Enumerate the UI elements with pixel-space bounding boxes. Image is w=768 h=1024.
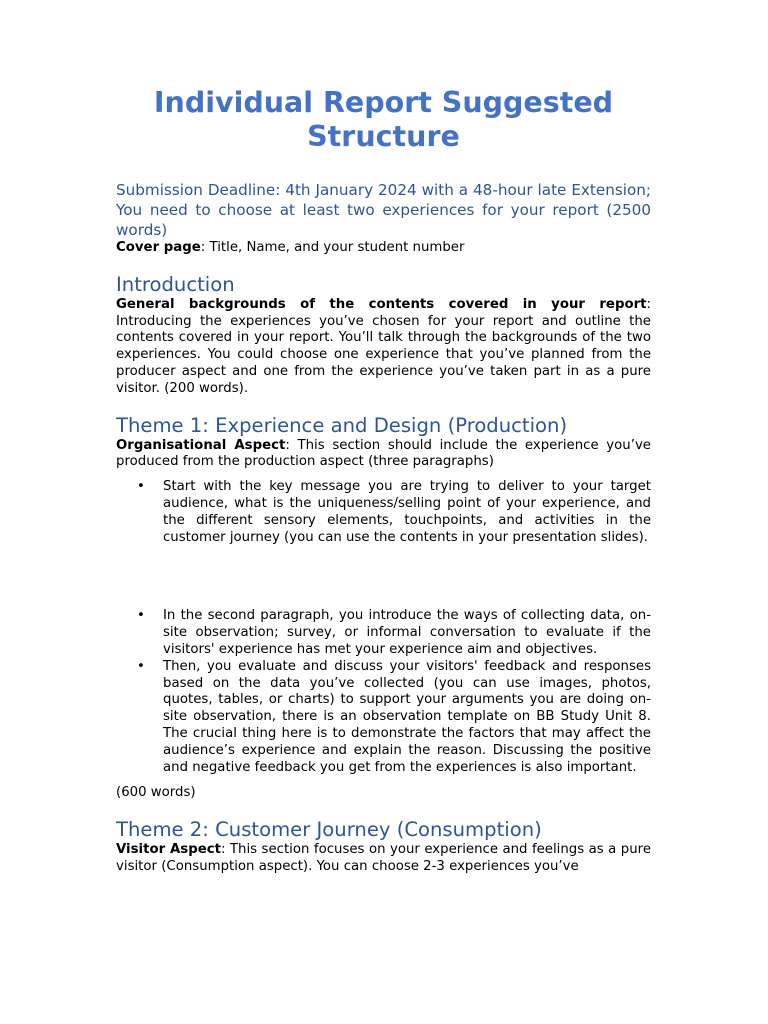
theme2-heading: Theme 2: Customer Journey (Consumption) — [116, 818, 542, 842]
introduction-text: : Introducing the experiences you’ve chosen for your report and outline the contents covered in your report. You’ll talk through the backgrounds of the two experiences. You could choose one experience that you’ve planned from the producer aspect and one from the experience you’ve taken part in as a pure visitor. (200 words). — [116, 296, 651, 396]
theme2-lead: Visitor Aspect — [116, 842, 221, 858]
theme2-paragraph — [116, 842, 651, 876]
theme2-text: : This section focuses on your experience and feelings as a pure visitor (Consumption aspect). You can choose 2-3 experiences you’ve — [116, 842, 651, 874]
introduction-heading: Introduction — [116, 272, 235, 296]
list-item — [116, 479, 651, 546]
cover-page-line — [116, 240, 651, 257]
bullet-icon: • — [137, 608, 145, 624]
theme1-bullet-list — [116, 479, 651, 776]
bullet-icon: • — [137, 658, 145, 674]
document-content — [116, 86, 651, 876]
cover-page-label: Cover page — [116, 240, 201, 255]
introduction-paragraph — [116, 297, 651, 398]
bullet-icon: • — [137, 479, 145, 495]
list-item — [116, 608, 651, 658]
list-item — [116, 659, 651, 777]
theme1-heading: Theme 1: Experience and Design (Production) — [116, 413, 568, 437]
theme1-word-count: (600 words) — [116, 785, 196, 801]
bullet-text: Then, you evaluate and discuss your visitors' feedback and responses based on the data you’ve collected (you can use images, photos, quotes, tables, or charts) to support your arguments you are doing on-site observation, there is an observation template on BB Study Unit 8. The crucial thing here is to demonstrate the factors that may affect the audience’s experience and explain the reason. Discussing the positive and negative feedback you get from the experiences is also important. — [163, 658, 651, 775]
theme1-lead: Organisational Aspect — [116, 437, 286, 453]
theme1-text: : This section should include the experience you’ve produced from the production aspect (three paragraphs) — [116, 437, 651, 470]
document-title: Individual Report Suggested Structure — [153, 86, 614, 153]
theme1-paragraph — [116, 438, 651, 472]
introduction-lead: General backgrounds of the contents covered in your report — [116, 296, 647, 312]
submission-deadline: Submission Deadline: 4th January 2024 with a 48-hour late Extension; You need to choose at least two experiences for your report (2500 words) — [116, 181, 651, 239]
cover-page-text: : Title, Name, and your student number — [200, 240, 465, 255]
bullet-text: In the second paragraph, you introduce the ways of collecting data, on-site observation; survey, or informal conversation to evaluate if the visitors' experience has met your experience aim and objectives. — [163, 608, 651, 657]
bullet-text: Start with the key message you are trying to deliver to your target audience, what is the uniqueness/selling point of your experience, and the different sensory elements, touchpoints, and activities in the customer journey (you can use the contents in your presentation slides). — [163, 479, 651, 545]
